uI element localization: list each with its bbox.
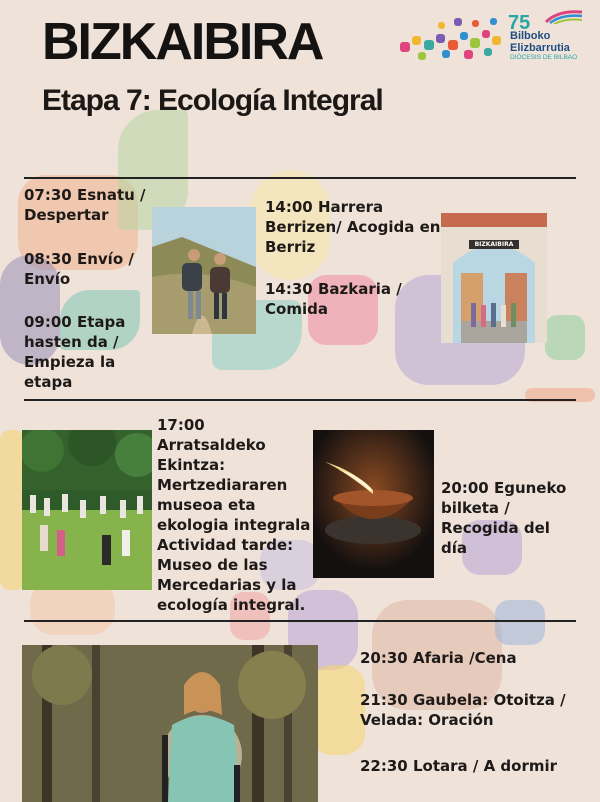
logo-text-line2: Elizbarrutia: [510, 42, 570, 54]
schedule-item-afternoon-activity: 17:00 Arratsaldeko Ekintza: Mertzediararen museoa eta ekologia integrala Actividad tarde: Museo de las Mercedarias y la ecología integral.: [157, 416, 311, 614]
confetti-logo-icon: [398, 6, 508, 66]
schedule-item-dinner: 20:30 Afaria /Cena: [360, 649, 517, 667]
bg-shape: [495, 600, 545, 645]
schedule-item-sleep: 22:30 Lotara / A dormir: [360, 757, 558, 775]
logo-text-line3: DIÓCESIS DE BILBAO: [510, 54, 578, 61]
woman-hiker-photo: [22, 645, 318, 802]
page-subtitle: Etapa 7: Ecología Integral: [42, 84, 383, 117]
candle-photo: [313, 430, 434, 578]
schedule-item-daily-review: 20:00 Eguneko bilketa / Recogida del día: [441, 479, 567, 557]
schedule-item-sending: 08:30 Envío / Envío: [24, 250, 134, 288]
schedule-item-stage-start: 09:00 Etapa hasten da / Empieza la etapa: [24, 313, 126, 391]
flame-logo-icon: [544, 8, 584, 24]
logo-text-line1: Bilboko: [510, 30, 551, 42]
section-divider: [24, 620, 576, 622]
gate-sign: BIZKAIBIRA: [469, 240, 519, 249]
hikers-photo: [152, 207, 256, 334]
schedule-item-lunch: 14:30 Bazkaria / Comida: [265, 280, 402, 318]
diocese-logo: [398, 6, 588, 66]
town-gate-photo: [441, 213, 547, 343]
section-divider: [24, 399, 576, 401]
bg-shape: [545, 315, 585, 360]
page-title: BIZKAIBIRA: [42, 13, 323, 71]
schedule-item-evening-prayer: 21:30 Gaubela: Otoitza / Velada: Oración: [360, 691, 566, 729]
schedule-item-wake: 07:30 Esnatu / Despertar: [24, 186, 146, 224]
logo-number: 75: [508, 12, 531, 34]
schedule-item-welcome: 14:00 Harrera Berrizen/ Acogida en Berriz: [265, 198, 441, 256]
bg-shape: [310, 665, 365, 755]
group-activity-photo: [22, 430, 152, 590]
section-divider: [24, 177, 576, 179]
